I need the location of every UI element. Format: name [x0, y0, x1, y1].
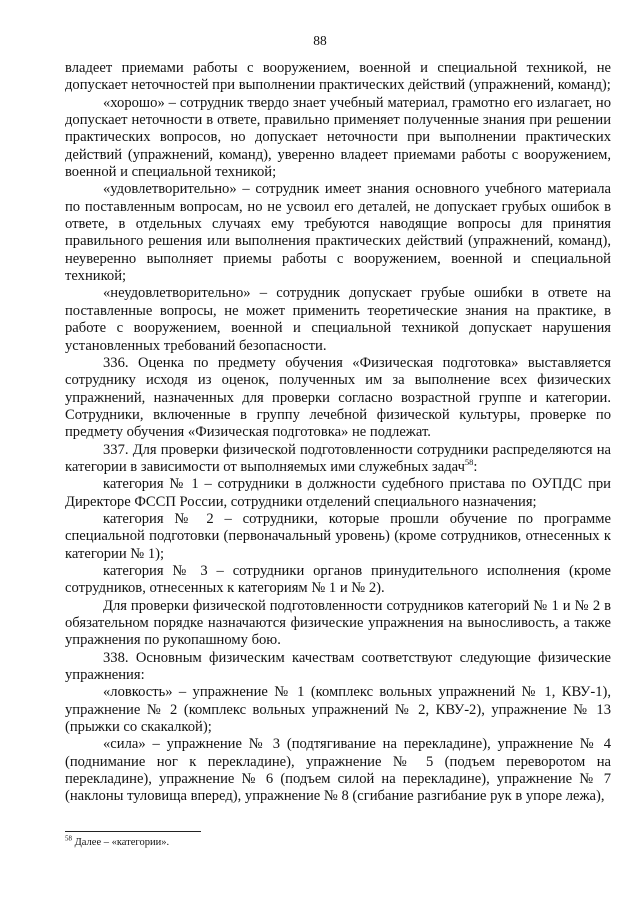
footnote-marker: 58 [65, 834, 72, 843]
paragraph-12: «ловкость» – упражнение № 1 (комплекс вольных упражнений № 1, КВУ-1), упражнение № 2 (комплекс вольных упражнений № 2, КВУ-2), упражнение № 13 (прыжки со скакалкой); [65, 684, 611, 736]
paragraph-6-text: 337. Для проверки физической подготовленности сотрудники распределяются на категории в зависимости от выполняемых ими служебных задач [65, 441, 611, 475]
paragraph-2: «хорошо» – сотрудник твердо знает учебный материал, грамотно его излагает, но допускает неточности в ответе, правильно применяет полученные знания при решении практических вопросов, но допускает неточности при выполнении практических действий (упражнений, команд), уверенно владеет приемами работы с вооружением, военной и специальной техникой; [65, 94, 611, 181]
paragraph-5: 336. Оценка по предмету обучения «Физическая подготовка» выставляется сотруднику исходя из оценок, полученных им за выполнение всех физических упражнений, назначенных для проверки согласно возрастной группе и категории. Сотрудники, включенные в группу лечебной физической культуры, проверке по предмету обучения «Физическая подготовка» не подлежат. [65, 354, 611, 441]
paragraph-1: владеет приемами работы с вооружением, военной и специальной техникой, не допускает неточностей при выполнении практических действий (упражнений, команд); [65, 60, 611, 94]
paragraph-8: категория № 2 – сотрудники, которые прошли обучение по программе специальной подготовки (первоначальный уровень) (кроме сотрудников, отнесенных к категории № 1); [65, 510, 611, 562]
paragraph-4: «неудовлетворительно» – сотрудник допускает грубые ошибки в ответе на поставленные вопросы, не может применить теоретические знания на практике, в работе с вооружением, военной и специальной техникой допускает нарушения установленных требований безопасности. [65, 285, 611, 354]
paragraph-6-suffix: : [473, 458, 478, 475]
body-text [65, 60, 611, 806]
paragraph-3: «удовлетворительно» – сотрудник имеет знания основного учебного материала по поставленным вопросам, но не усвоил его деталей, не допускает грубых ошибок в ответе, в отдельных случаях ему требуются наводящие вопросы для принятия правильного решения или выполнения практических действий (упражнений, команд), неуверенно выполняет приемы работы с вооружением, военной и специальной техникой; [65, 181, 611, 285]
paragraph-9: категория № 3 – сотрудники органов принудительного исполнения (кроме сотрудников, отнесенных к категориям № 1 и № 2). [65, 562, 611, 597]
paragraph-6 [65, 442, 611, 477]
page-number: 88 [313, 33, 327, 48]
footnote-divider [65, 831, 201, 832]
paragraph-11: 338. Основным физическим качествам соответствуют следующие физические упражнения: [65, 649, 611, 684]
paragraph-13: «сила» – упражнение № 3 (подтягивание на перекладине), упражнение № 4 (поднимание ног к перекладине), упражнение № 5 (подъем переворотом на перекладине), упражнение № 6 (подъем силой на перекладине), упражнение № 7 (наклоны туловища вперед), упражнение № 8 (сгибание разгибание рук в упоре лежа), [65, 736, 611, 805]
footnote [65, 836, 611, 849]
footnote-reference: 58 [464, 457, 474, 468]
paragraph-7: категория № 1 – сотрудники в должности судебного пристава по ОУПДС при Директоре ФССП России, сотрудники отделений специального назначения; [65, 476, 611, 510]
footnote-text: Далее – «категории». [72, 837, 170, 848]
paragraph-10: Для проверки физической подготовленности сотрудников категорий № 1 и № 2 в обязательном порядке назначаются физические упражнения на выносливость, а также упражнения по рукопашному бою. [65, 597, 611, 649]
